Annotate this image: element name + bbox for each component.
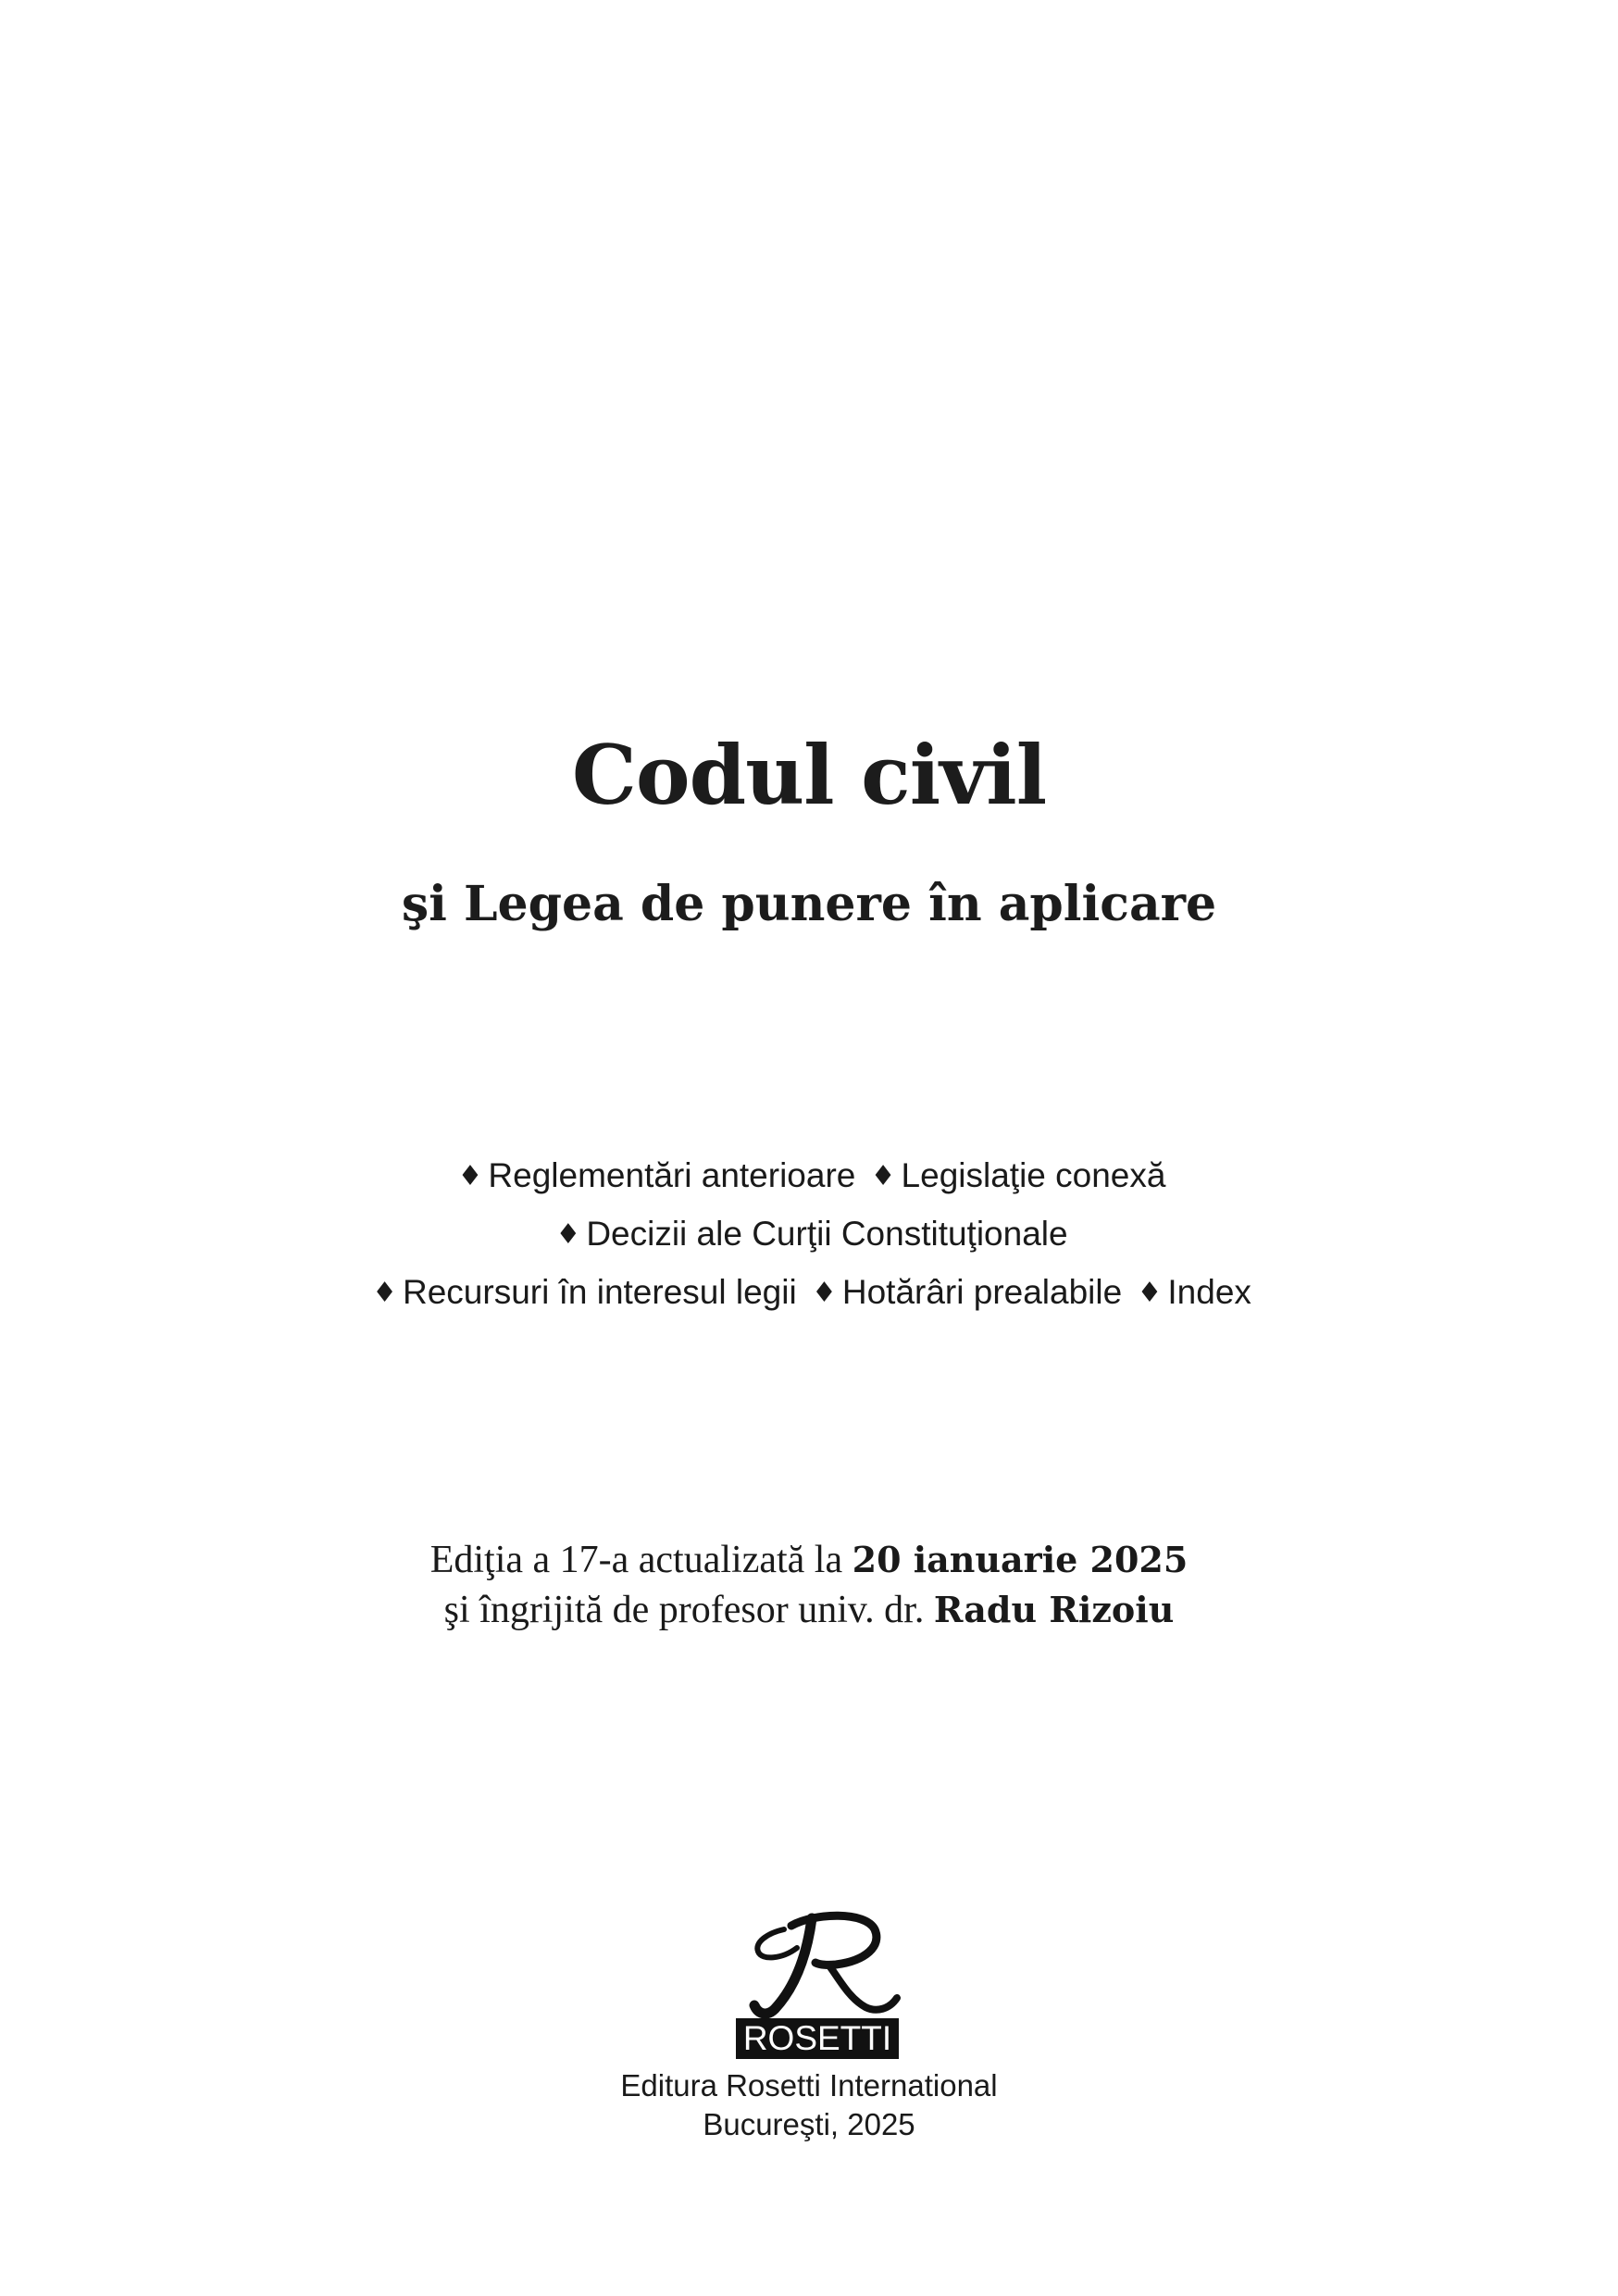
diamond-bullet-icon: ♦ bbox=[811, 1277, 837, 1309]
edition-date: 20 ianuarie 2025 bbox=[852, 1539, 1189, 1580]
features-line-3 bbox=[0, 1265, 1618, 1323]
feature-item: Reglementări anterioare bbox=[488, 1156, 856, 1194]
editor-line bbox=[0, 1585, 1618, 1635]
feature-item: Recursuri în interesul legii bbox=[403, 1273, 797, 1311]
editor-text: şi îngrijită de profesor univ. dr. bbox=[443, 1589, 934, 1631]
diamond-bullet-icon: ♦ bbox=[555, 1218, 581, 1251]
r-monogram-icon bbox=[727, 1909, 908, 2018]
publisher-place-year: Bucureşti, 2025 bbox=[703, 2107, 915, 2141]
publisher-info bbox=[0, 2066, 1618, 2144]
diamond-bullet-icon: ♦ bbox=[1137, 1277, 1163, 1309]
diamond-bullet-icon: ♦ bbox=[372, 1277, 397, 1309]
feature-item: Index bbox=[1167, 1273, 1251, 1311]
diamond-bullet-icon: ♦ bbox=[870, 1160, 896, 1192]
features-line-1 bbox=[0, 1148, 1618, 1206]
edition-text: Ediţia a 17-a actualizată la bbox=[429, 1539, 853, 1581]
edition-info bbox=[0, 1535, 1618, 1635]
edition-line bbox=[0, 1535, 1618, 1585]
diamond-bullet-icon: ♦ bbox=[457, 1160, 483, 1192]
rosetti-logo bbox=[727, 1909, 908, 2061]
publisher-name: Editura Rosetti International bbox=[620, 2068, 998, 2103]
book-subtitle: şi Legea de punere în aplicare bbox=[401, 876, 1217, 932]
logo-band: ROSETTI bbox=[736, 2018, 899, 2059]
feature-item: Hotărâri prealabile bbox=[841, 1273, 1123, 1311]
book-title: Codul civil bbox=[571, 727, 1047, 823]
feature-item: Legislaţie conexă bbox=[901, 1156, 1166, 1194]
editor-name: Radu Rizoiu bbox=[933, 1589, 1175, 1630]
features-line-2 bbox=[0, 1206, 1618, 1265]
feature-item: Decizii ale Curţii Constituţionale bbox=[586, 1215, 1068, 1253]
features-list bbox=[0, 1148, 1618, 1323]
